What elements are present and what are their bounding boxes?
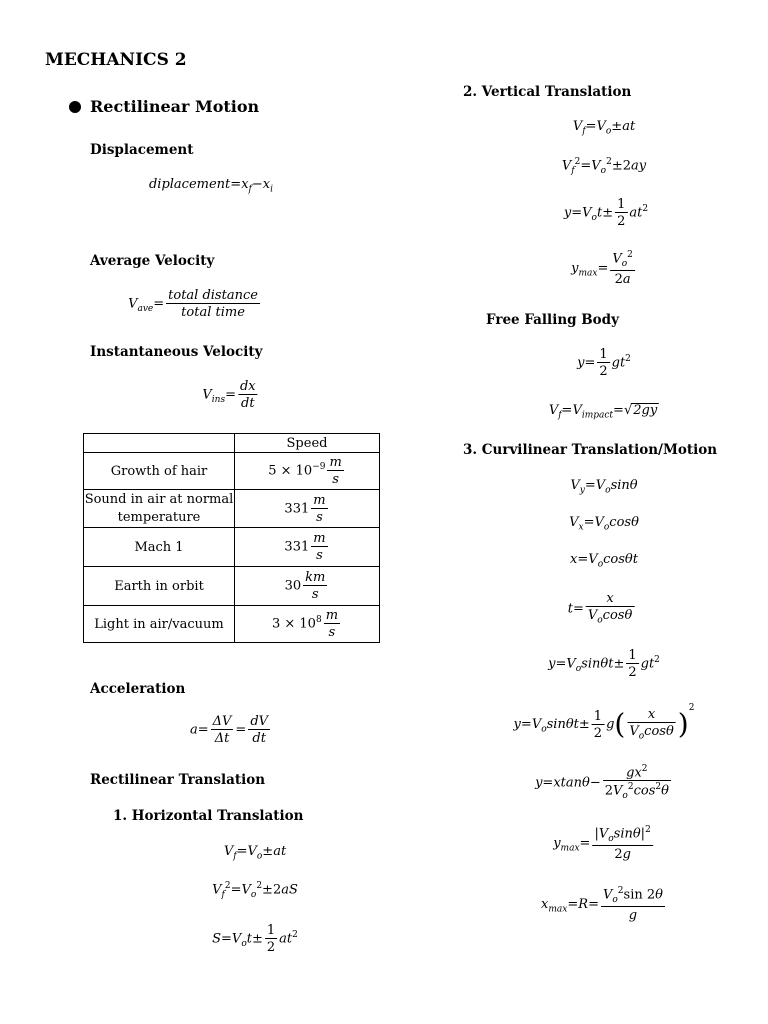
heading-rectilinear-translation: Rectilinear Translation bbox=[90, 772, 266, 788]
curvilinear-eq-y1: $y=V_o\sin\theta t\pm$ $\frac{1}{2}$ $gt^2$ bbox=[548, 648, 660, 680]
heading-displacement: Displacement bbox=[90, 142, 194, 158]
table-cell-speed: 331 $\frac{m}{s}$ bbox=[235, 528, 380, 567]
table-cell-label: Earth in orbit bbox=[84, 567, 235, 606]
free-fall-eq-1: y= $\frac{1}{2}$ $gt^2$ bbox=[577, 347, 631, 379]
table-row bbox=[84, 490, 380, 528]
table-cell-label: Sound in air at normal temperature bbox=[84, 490, 235, 528]
heading-average-velocity: Average Velocity bbox=[90, 253, 215, 269]
heading-instantaneous-velocity: Instantaneous Velocity bbox=[90, 344, 263, 360]
heading-horizontal-translation: 1. Horizontal Translation bbox=[113, 808, 304, 824]
table-row bbox=[84, 567, 380, 606]
table-cell-speed: 331 $\frac{m}{s}$ bbox=[235, 490, 380, 528]
table-cell-speed: $5 \times 10^{-9}$ $\frac{m}{s}$ bbox=[235, 453, 380, 490]
table-cell-label: Growth of hair bbox=[84, 453, 235, 490]
table-row bbox=[84, 528, 380, 567]
table-row bbox=[84, 606, 380, 643]
heading-curvilinear-translation: 3. Curvilinear Translation/Motion bbox=[463, 442, 718, 458]
table-cell-speed: 30 $\frac{km}{s}$ bbox=[235, 567, 380, 606]
table-cell-label: Light in air/vacuum bbox=[84, 606, 235, 643]
vertical-eq-2: $V_f^2=V_o^2\pm 2ay$ bbox=[561, 157, 647, 176]
table-header-speed: Speed bbox=[235, 434, 380, 453]
curvilinear-eq-y3: y=xtanθ− $\frac{gx^2}{2V_o^2\cos^2\theta}$ bbox=[535, 764, 669, 802]
table-header-row bbox=[84, 434, 380, 453]
horizontal-eq-3: $S=V_ot\pm$ $\frac{1}{2}$ $at^2$ bbox=[212, 923, 298, 955]
instantaneous-velocity-equation: $V_{ins}=$ $\frac{dx}{dt}$ bbox=[202, 379, 256, 411]
heading-acceleration: Acceleration bbox=[90, 681, 186, 697]
heading-free-falling-body: Free Falling Body bbox=[486, 312, 619, 328]
acceleration-equation: a= $\frac{\Delta V}{\Delta t}$ = $\frac{dV}{dt}$ bbox=[189, 714, 269, 746]
free-fall-eq-2: $V_f=V_{impact}=√2gy$ bbox=[548, 403, 658, 421]
section-rectilinear-motion: Rectilinear Motion bbox=[90, 97, 260, 116]
table-cell-speed: $3 \times 10^8$ $\frac{m}{s}$ bbox=[235, 606, 380, 643]
displacement-equation: $diplacement=x_f-x_i$ bbox=[148, 177, 274, 195]
curvilinear-eq-ymax: $y_{max}=$ $\frac{|V_o\sin\theta|^2}{2g}$ bbox=[553, 825, 651, 862]
table-header-blank bbox=[84, 434, 235, 453]
curvilinear-eq-xmax: $x_{max}=R=$ $\frac{V_o^2\sin 2\theta}{g}$ bbox=[541, 886, 663, 923]
curvilinear-eq-t: t= $\frac{x}{V_o\cos\theta}$ bbox=[567, 591, 633, 626]
table-row bbox=[84, 453, 380, 490]
speed-table bbox=[83, 433, 380, 643]
horizontal-eq-1: $V_f=V_o\pm at$ bbox=[223, 844, 287, 862]
page-title: MECHANICS 2 bbox=[45, 50, 187, 70]
horizontal-eq-2: $V_f^2=V_o^2\pm 2aS$ bbox=[212, 881, 298, 900]
average-velocity-equation: $V_{ave}=$ $\frac{\text{total distance}}{\text{total time}}$ bbox=[128, 288, 258, 320]
curvilinear-eq-x: $x=V_o\cos\theta t$ bbox=[570, 552, 638, 570]
table-cell-label: Mach 1 bbox=[84, 528, 235, 567]
curvilinear-eq-y2: $y=V_o\sin\theta t\pm$ $\frac{1}{2}$ g( $\frac{x}{V_o\cos\theta}$ )$^2$ bbox=[513, 703, 695, 742]
heading-vertical-translation: 2. Vertical Translation bbox=[463, 84, 632, 100]
curvilinear-eq-vx: $V_x=V_o\cos\theta$ bbox=[569, 515, 639, 533]
vertical-eq-1: $V_f=V_o\pm at$ bbox=[572, 119, 636, 137]
curvilinear-eq-vy: $V_y=V_o\sin\theta$ bbox=[570, 478, 638, 496]
vertical-eq-ymax: $y_{max}=$ $\frac{V_o^2}{2a}$ bbox=[571, 250, 633, 287]
vertical-eq-3: $y=V_ot\pm$ $\frac{1}{2}$ $at^2$ bbox=[563, 197, 649, 229]
bullet-icon bbox=[69, 101, 81, 113]
